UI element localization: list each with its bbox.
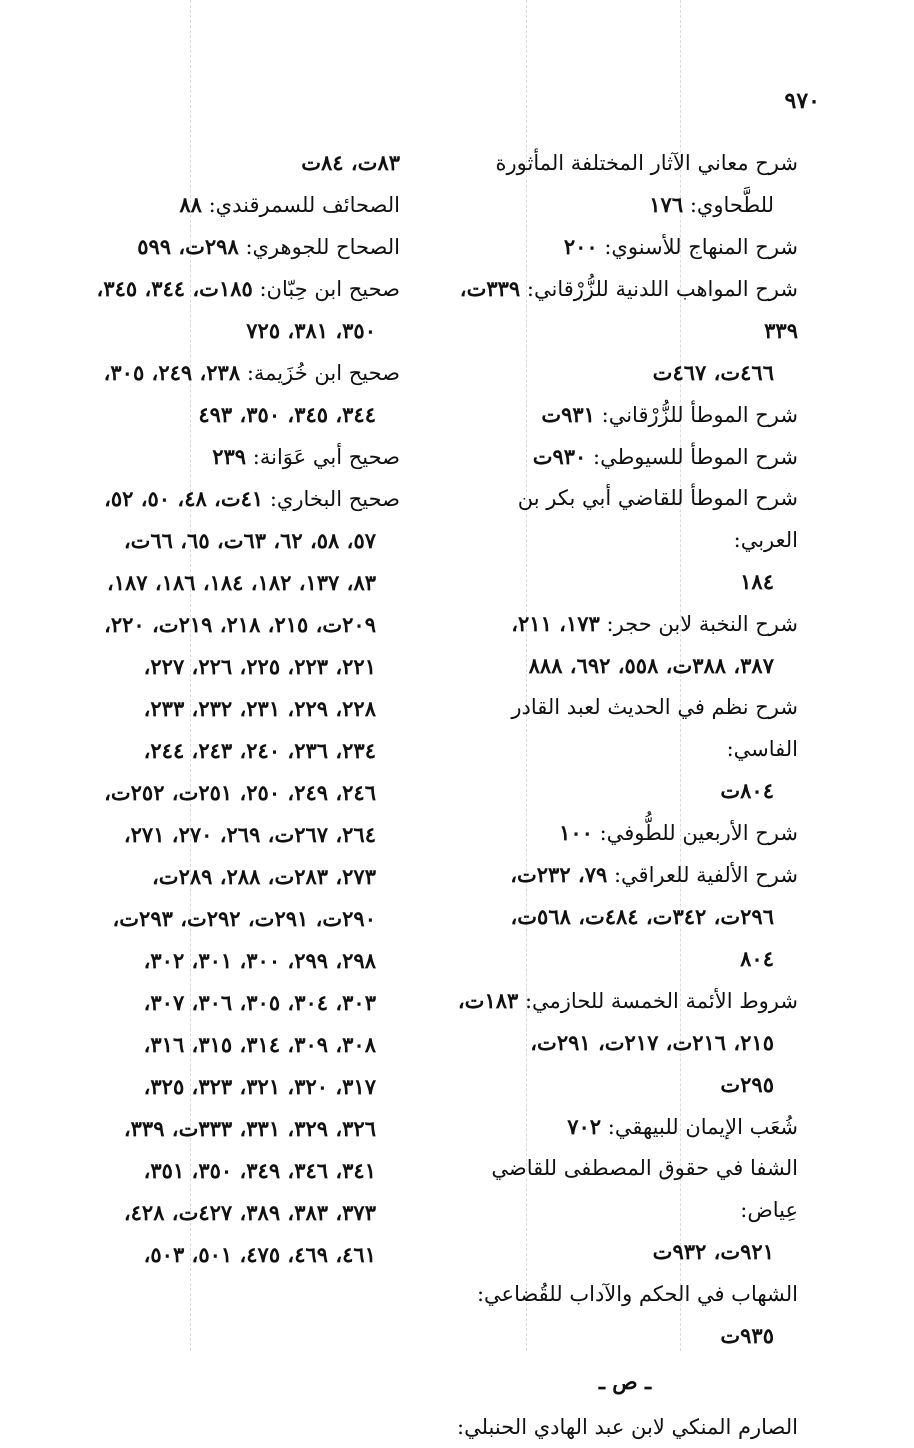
entry-pages: ٤٦٦ت، ٤٦٧ت	[652, 360, 774, 385]
index-entry	[452, 645, 798, 687]
entry-title: شروط الأئمة الخمسة للحازمي:	[524, 989, 798, 1013]
index-entry	[28, 730, 400, 772]
entry-title: شرح معاني الآثار المختلفة المأثورة	[495, 151, 798, 175]
index-entry	[452, 812, 798, 854]
index-entry	[452, 896, 798, 938]
index-entry	[28, 520, 400, 562]
entry-title: شرح المواهب اللدنية للزُّرْقاني:	[526, 277, 798, 301]
entry-pages: ٥٧، ٥٨، ٦٢، ٦٣ت، ٦٥، ٦٦ت،	[123, 528, 376, 553]
entry-pages: ١٨٥ت، ٣٤٤، ٣٤٥،	[96, 276, 253, 301]
index-entry	[452, 142, 798, 184]
index-entry	[28, 646, 400, 688]
index-entry	[452, 226, 798, 268]
entry-pages: ٢٩٨، ٢٩٩، ٣٠٠، ٣٠١، ٣٠٢،	[143, 948, 376, 973]
index-entry	[452, 1273, 798, 1315]
entry-pages: ٢٩٠ت، ٢٩١ت، ٢٩٢ت، ٢٩٣ت،	[112, 906, 376, 931]
index-entry	[28, 772, 400, 814]
entry-pages: ٢٤٦، ٢٤٩، ٢٥٠، ٢٥١ت، ٢٥٢ت،	[104, 780, 376, 805]
page-number: ٩٧٠	[784, 88, 820, 114]
index-entry	[452, 770, 798, 812]
index-entry	[452, 561, 798, 603]
entry-pages: ٣٠٣، ٣٠٤، ٣٠٥، ٣٠٦، ٣٠٧،	[143, 990, 376, 1015]
index-entry	[452, 687, 798, 770]
entry-pages: ٨٨	[179, 192, 202, 217]
entry-pages: ٣٥٠، ٣٨١، ٧٢٥	[246, 318, 376, 343]
index-entry	[452, 478, 798, 561]
index-entry	[452, 268, 798, 352]
entry-pages: ٣٤٤، ٣٤٥، ٣٥٠، ٤٩٣	[198, 402, 376, 427]
index-entry	[28, 898, 400, 940]
entry-title: صحيح ابن حِبّان:	[259, 277, 400, 301]
index-entry	[28, 1150, 400, 1192]
index-entry	[452, 1148, 798, 1231]
entry-pages: ٨٣ت، ٨٤ت	[301, 150, 400, 175]
index-entry	[28, 436, 400, 478]
entry-pages: ٣١٧، ٣٢٠، ٣٢١، ٣٢٣، ٣٢٥،	[143, 1074, 376, 1099]
entry-pages: ٣٧٣، ٣٨٣، ٣٨٩، ٤٢٧ت، ٤٢٨،	[123, 1200, 376, 1225]
index-entry	[452, 1106, 798, 1148]
entry-title: شرح الأربعين للطُّوفي:	[599, 821, 798, 845]
index-entry	[28, 562, 400, 604]
entry-pages: ٢٣٤، ٢٣٦، ٢٤٠، ٢٤٣، ٢٤٤،	[143, 738, 376, 763]
index-entry	[28, 226, 400, 268]
entry-pages: ٢٣٩	[212, 444, 247, 469]
entry-title: صحيح أبي عَوَانة:	[252, 445, 400, 469]
index-entry	[452, 1022, 798, 1064]
entry-pages: ٢٠٠	[563, 234, 598, 259]
entry-pages: ١٨٤	[740, 569, 774, 594]
entry-pages: ٣٨٧، ٣٨٨ت، ٥٥٨، ٦٩٢، ٨٨٨	[528, 653, 774, 678]
entry-pages: ٨٠٤	[740, 946, 774, 971]
index-entry	[28, 142, 400, 184]
index-entry	[452, 1231, 798, 1273]
index-entry	[28, 394, 400, 436]
entry-title: الصارم المنكي لابن عبد الهادي الحنبلي:	[457, 1415, 798, 1439]
entry-title: شرح النخبة لابن حجر:	[606, 612, 798, 636]
entry-pages: ٣٠٨، ٣٠٩، ٣١٤، ٣١٥، ٣١٦،	[143, 1032, 376, 1057]
index-entry	[28, 982, 400, 1024]
index-entry	[452, 184, 798, 226]
index-entry	[28, 352, 400, 394]
entry-pages: ١٧٣، ٢١١،	[511, 611, 600, 636]
entry-pages: ٣٣٩ت، ٣٣٩	[459, 276, 798, 343]
entry-pages: ٤٦١، ٤٦٩، ٤٧٥، ٥٠١، ٥٠٣،	[143, 1242, 376, 1267]
index-entry	[28, 1066, 400, 1108]
entry-pages: ٨٣، ١٣٧، ١٨٢، ١٨٤، ١٨٦، ١٨٧،	[106, 570, 376, 595]
index-entry	[28, 184, 400, 226]
index-entry	[28, 1192, 400, 1234]
index-entry	[452, 436, 798, 478]
entry-title: الشفا في حقوق المصطفى للقاضي عِياض:	[491, 1156, 798, 1222]
entry-pages: ١٧٦	[649, 192, 684, 217]
index-entry	[28, 604, 400, 646]
entry-title: شرح الموطأ للزُّرْقاني:	[601, 403, 798, 427]
index-entry	[28, 478, 400, 520]
entry-pages: ٢١٥، ٢١٦ت، ٢١٧ت، ٢٩١ت،	[530, 1030, 774, 1055]
entry-title: شُعَب الإيمان للبيهقي:	[607, 1115, 798, 1139]
index-entry	[452, 854, 798, 896]
entry-pages: ٢٩٨ت، ٥٩٩	[137, 234, 239, 259]
entry-pages: ١٨٣ت،	[457, 988, 519, 1013]
index-entry	[28, 856, 400, 898]
index-entry	[28, 814, 400, 856]
entry-pages: ٢٢١، ٢٢٣، ٢٢٥، ٢٢٦، ٢٢٧،	[143, 654, 376, 679]
entry-pages: ٢٠٩ت، ٢١٥، ٢١٨، ٢١٩ت، ٢٢٠،	[104, 612, 376, 637]
entry-title: الشهاب في الحكم والآداب للقُضاعي:	[476, 1282, 798, 1306]
entry-pages: ٢٦٤، ٢٦٧ت، ٢٦٩، ٢٧٠، ٢٧١،	[123, 822, 376, 847]
entry-pages: ٩٣٠ت	[532, 444, 587, 469]
entry-title: شرح المنهاج للأسنوي:	[604, 235, 798, 259]
entry-pages: ٣٤١، ٣٤٦، ٣٤٩، ٣٥٠، ٣٥١،	[143, 1158, 376, 1183]
entry-pages: ٢٩٦ت، ٣٤٢ت، ٤٨٤ت، ٥٦٨ت،	[510, 904, 774, 929]
entry-title: صحيح ابن خُزَيمة:	[246, 361, 400, 385]
entry-pages: ٢٢٨، ٢٢٩، ٢٣١، ٢٣٢، ٢٣٣،	[143, 696, 376, 721]
index-entry	[452, 1064, 798, 1106]
index-entry	[28, 1108, 400, 1150]
index-entry	[452, 980, 798, 1022]
index-column-right	[452, 142, 798, 1448]
index-entry	[452, 603, 798, 645]
entry-title: شرح نظم في الحديث لعبد القادر الفاسي:	[511, 695, 798, 761]
entry-title: الصحاح للجوهري:	[245, 235, 400, 259]
entry-pages: ٢٣٨، ٢٤٩، ٣٠٥،	[103, 360, 241, 385]
entry-pages: ٢٩٥ت	[720, 1072, 774, 1097]
entry-title: شرح الموطأ للسيوطي:	[593, 445, 798, 469]
entry-pages: ٩٢١ت، ٩٣٢ت	[652, 1239, 774, 1264]
index-entry	[452, 938, 798, 980]
entry-title: شرح الموطأ للقاضي أبي بكر بن العربي:	[517, 486, 798, 552]
entry-pages: ٨٠٤ت	[720, 778, 774, 803]
index-entry	[452, 394, 798, 436]
entry-pages: ٣٢٦، ٣٢٩، ٣٣١، ٣٣٣ت، ٣٣٩،	[123, 1116, 376, 1141]
index-entry	[28, 310, 400, 352]
index-entry	[452, 352, 798, 394]
entry-title: صحيح البخاري:	[269, 487, 400, 511]
index-entry	[28, 1024, 400, 1066]
section-heading: ـ ص ـ	[598, 1369, 652, 1394]
index-entry	[28, 268, 400, 310]
entry-pages: ١٠٠	[559, 820, 593, 845]
entry-pages: ٢٧٣، ٢٨٣ت، ٢٨٨، ٢٨٩ت،	[152, 864, 376, 889]
entry-title: الصحائف للسمرقندي:	[208, 193, 400, 217]
entry-pages: ٧٠٢	[567, 1114, 602, 1139]
index-entry	[28, 688, 400, 730]
entry-pages: ٤١ت، ٤٨، ٥٠، ٥٢،	[104, 486, 264, 511]
index-column-left	[28, 142, 400, 1276]
entry-title: شرح الألفية للعراقي:	[613, 863, 798, 887]
entry-pages: ٩٣١ت	[541, 402, 595, 427]
entry-title: للطَّحاوي:	[689, 193, 774, 217]
entry-pages: ٩٣٥ت	[720, 1323, 774, 1348]
entry-pages: ٧٩، ٢٣٢ت،	[510, 862, 608, 887]
index-entry	[28, 940, 400, 982]
index-entry	[28, 1234, 400, 1276]
index-entry	[452, 1406, 798, 1448]
